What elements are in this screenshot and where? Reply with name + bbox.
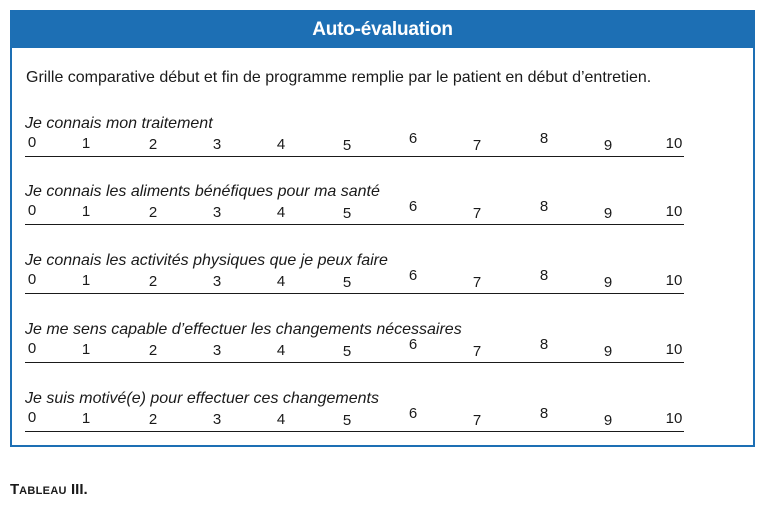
rating-item-label: Je suis motivé(e) pour effectuer ces changements [25,390,379,407]
scale-value-2[interactable]: 2 [148,136,158,153]
scale-underline [25,431,684,432]
scale-value-5[interactable]: 5 [342,137,352,154]
intro-text: Grille comparative début et fin de programme remplie par le patient en début d’entretien. [26,69,652,86]
scale-value-6[interactable]: 6 [408,198,418,215]
scale-value-5[interactable]: 5 [342,274,352,291]
rating-item-label: Je connais les aliments bénéfiques pour ma santé [25,183,380,200]
scale-value-3[interactable]: 3 [212,342,222,359]
scale-value-4[interactable]: 4 [276,342,286,359]
scale-value-0[interactable]: 0 [27,271,37,288]
scale-value-8[interactable]: 8 [539,405,549,422]
scale-value-5[interactable]: 5 [342,205,352,222]
scale-value-5[interactable]: 5 [342,412,352,429]
scale-value-9[interactable]: 9 [603,137,613,154]
scale-value-2[interactable]: 2 [148,204,158,221]
scale-underline [25,293,684,294]
rating-item-5 [25,390,685,440]
scale-value-10[interactable]: 10 [665,341,683,358]
caption-initial: T [10,481,20,498]
scale-value-4[interactable]: 4 [276,411,286,428]
scale-value-1[interactable]: 1 [81,272,91,289]
rating-item-label: Je connais les activités physiques que je peux faire [25,252,388,269]
scale-value-1[interactable]: 1 [81,410,91,427]
scale-value-8[interactable]: 8 [539,198,549,215]
scale-value-6[interactable]: 6 [408,405,418,422]
scale-value-10[interactable]: 10 [665,272,683,289]
caption-word: ABLEAU [19,485,67,497]
scale-value-7[interactable]: 7 [472,412,482,429]
rating-item-label: Je connais mon traitement [25,115,213,132]
scale-underline [25,156,684,157]
rating-item-2 [25,183,685,233]
scale-value-9[interactable]: 9 [603,412,613,429]
scale-value-1[interactable]: 1 [81,135,91,152]
scale-value-1[interactable]: 1 [81,203,91,220]
scale-value-3[interactable]: 3 [212,136,222,153]
scale-value-7[interactable]: 7 [472,205,482,222]
rating-item-3 [25,252,685,302]
panel-header: Auto-évaluation [12,12,753,48]
scale-value-6[interactable]: 6 [408,130,418,147]
rating-item-4 [25,321,685,371]
scale-underline [25,362,684,363]
scale-value-0[interactable]: 0 [27,134,37,151]
scale-value-0[interactable]: 0 [27,409,37,426]
scale-value-6[interactable]: 6 [408,336,418,353]
scale-value-9[interactable]: 9 [603,205,613,222]
scale-value-4[interactable]: 4 [276,273,286,290]
scale-value-3[interactable]: 3 [212,204,222,221]
scale-value-5[interactable]: 5 [342,343,352,360]
scale-underline [25,224,684,225]
scale-value-10[interactable]: 10 [665,410,683,427]
self-evaluation-panel [10,10,755,447]
scale-value-3[interactable]: 3 [212,273,222,290]
scale-value-2[interactable]: 2 [148,273,158,290]
scale-value-4[interactable]: 4 [276,204,286,221]
scale-value-2[interactable]: 2 [148,342,158,359]
scale-value-8[interactable]: 8 [539,336,549,353]
table-caption [10,481,88,498]
scale-value-9[interactable]: 9 [603,343,613,360]
scale-value-0[interactable]: 0 [27,202,37,219]
scale-value-10[interactable]: 10 [665,135,683,152]
scale-value-7[interactable]: 7 [472,274,482,291]
scale-value-2[interactable]: 2 [148,411,158,428]
scale-value-1[interactable]: 1 [81,341,91,358]
rating-item-1 [25,115,685,165]
scale-value-6[interactable]: 6 [408,267,418,284]
scale-value-8[interactable]: 8 [539,130,549,147]
scale-value-8[interactable]: 8 [539,267,549,284]
rating-item-label: Je me sens capable d’effectuer les changements nécessaires [25,321,462,338]
scale-value-10[interactable]: 10 [665,203,683,220]
caption-number: III. [66,481,88,498]
scale-value-3[interactable]: 3 [212,411,222,428]
scale-value-7[interactable]: 7 [472,137,482,154]
scale-value-7[interactable]: 7 [472,343,482,360]
scale-value-9[interactable]: 9 [603,274,613,291]
scale-value-0[interactable]: 0 [27,340,37,357]
scale-value-4[interactable]: 4 [276,136,286,153]
